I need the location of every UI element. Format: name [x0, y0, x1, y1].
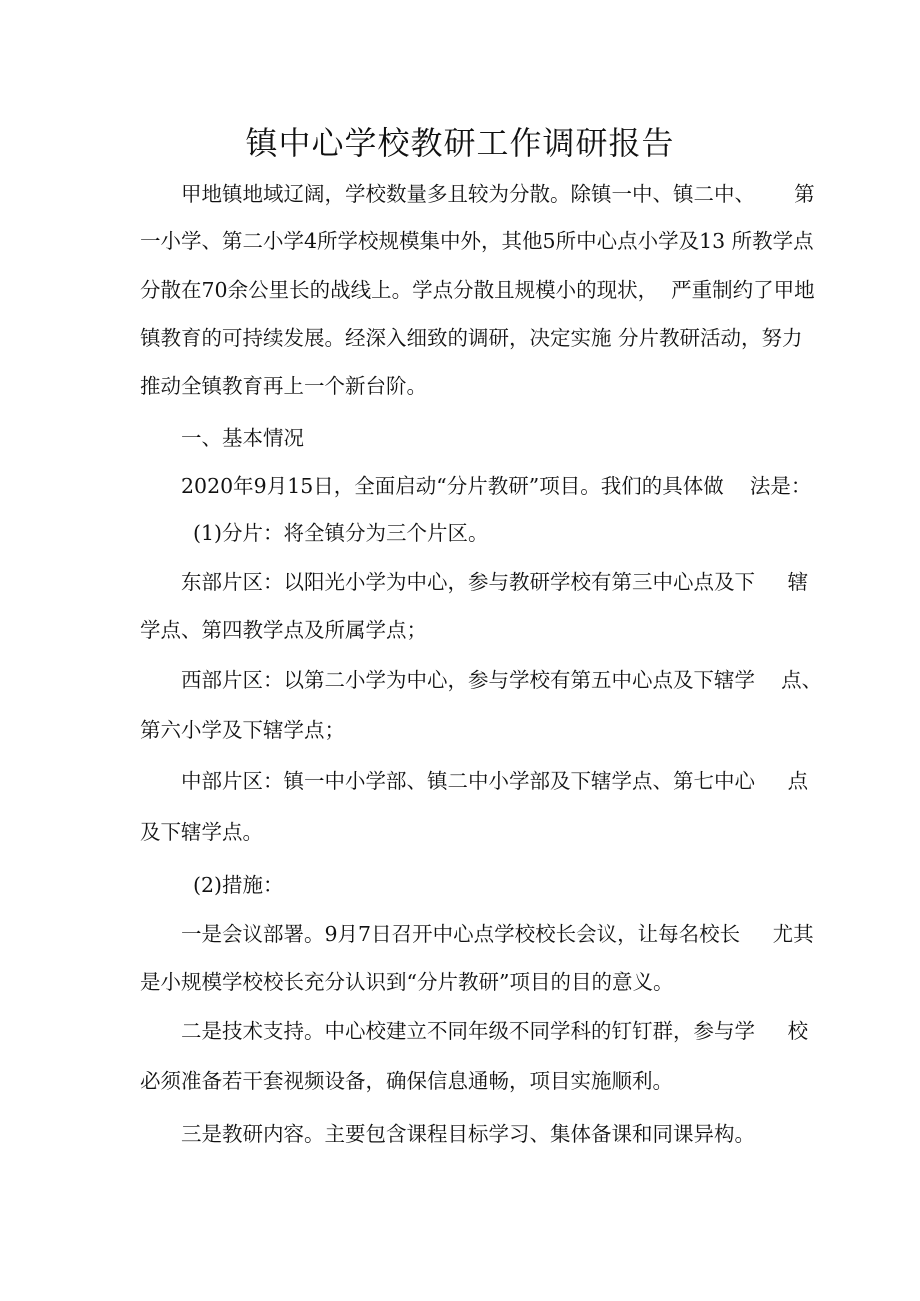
paragraph-line: 及下辖学点。 — [140, 820, 263, 844]
paragraph-line: (2)措施： — [193, 873, 284, 897]
paragraph-line: 一是会议部署。9月7日召开中心点学校校长会议，让每名校长 尤其 — [181, 922, 814, 946]
paragraph-line: (1)分片：将全镇分为三个片区。 — [193, 521, 489, 545]
paragraph-line: 是小规模学校校长充分认识到“分片教研”项目的目的意义。 — [140, 970, 674, 994]
paragraph-line: 学点、第四教学点及所属学点； — [140, 618, 427, 642]
paragraph-line: 甲地镇地域辽阔，学校数量多且较为分散。除镇一中、镇二中、 第 — [181, 182, 815, 206]
paragraph-line: 中部片区：镇一中小学部、镇二中小学部及下辖学点、第七中心 点 — [181, 769, 809, 793]
paragraph-line: 一小学、第二小学4所学校规模集中外，其他5所中心点小学及13 所教学点 — [140, 229, 814, 253]
paragraph-line: 推动全镇教育再上一个新台阶。 — [140, 374, 427, 398]
paragraph-line: 西部片区：以第二小学为中心，参与学校有第五中心点及下辖学 点、 — [181, 668, 823, 692]
paragraph-line: 2020年9月15日，全面启动“分片教研”项目。我们的具体做 法是： — [181, 474, 812, 498]
paragraph-line: 必须准备若干套视频设备，确保信息通畅，项目实施顺利。 — [140, 1069, 673, 1093]
section-heading: 一、基本情况 — [181, 426, 304, 450]
paragraph-line: 二是技术支持。中心校建立不同年级不同学科的钉钉群，参与学 校 — [181, 1019, 809, 1043]
paragraph-line: 镇教育的可持续发展。经深入细致的调研，决定实施 分片教研活动，努力 — [140, 326, 803, 350]
paragraph-line: 分散在70余公里长的战线上。学点分散且规模小的现状， 严重制约了甲地 — [140, 278, 815, 302]
document-title: 镇中心学校教研工作调研报告 — [245, 124, 675, 162]
paragraph-line: 东部片区：以阳光小学为中心，参与教研学校有第三中心点及下 辖 — [181, 570, 809, 594]
paragraph-line: 第六小学及下辖学点； — [140, 718, 345, 742]
paragraph-line: 三是教研内容。主要包含课程目标学习、集体备课和同课异构。 — [181, 1122, 755, 1146]
